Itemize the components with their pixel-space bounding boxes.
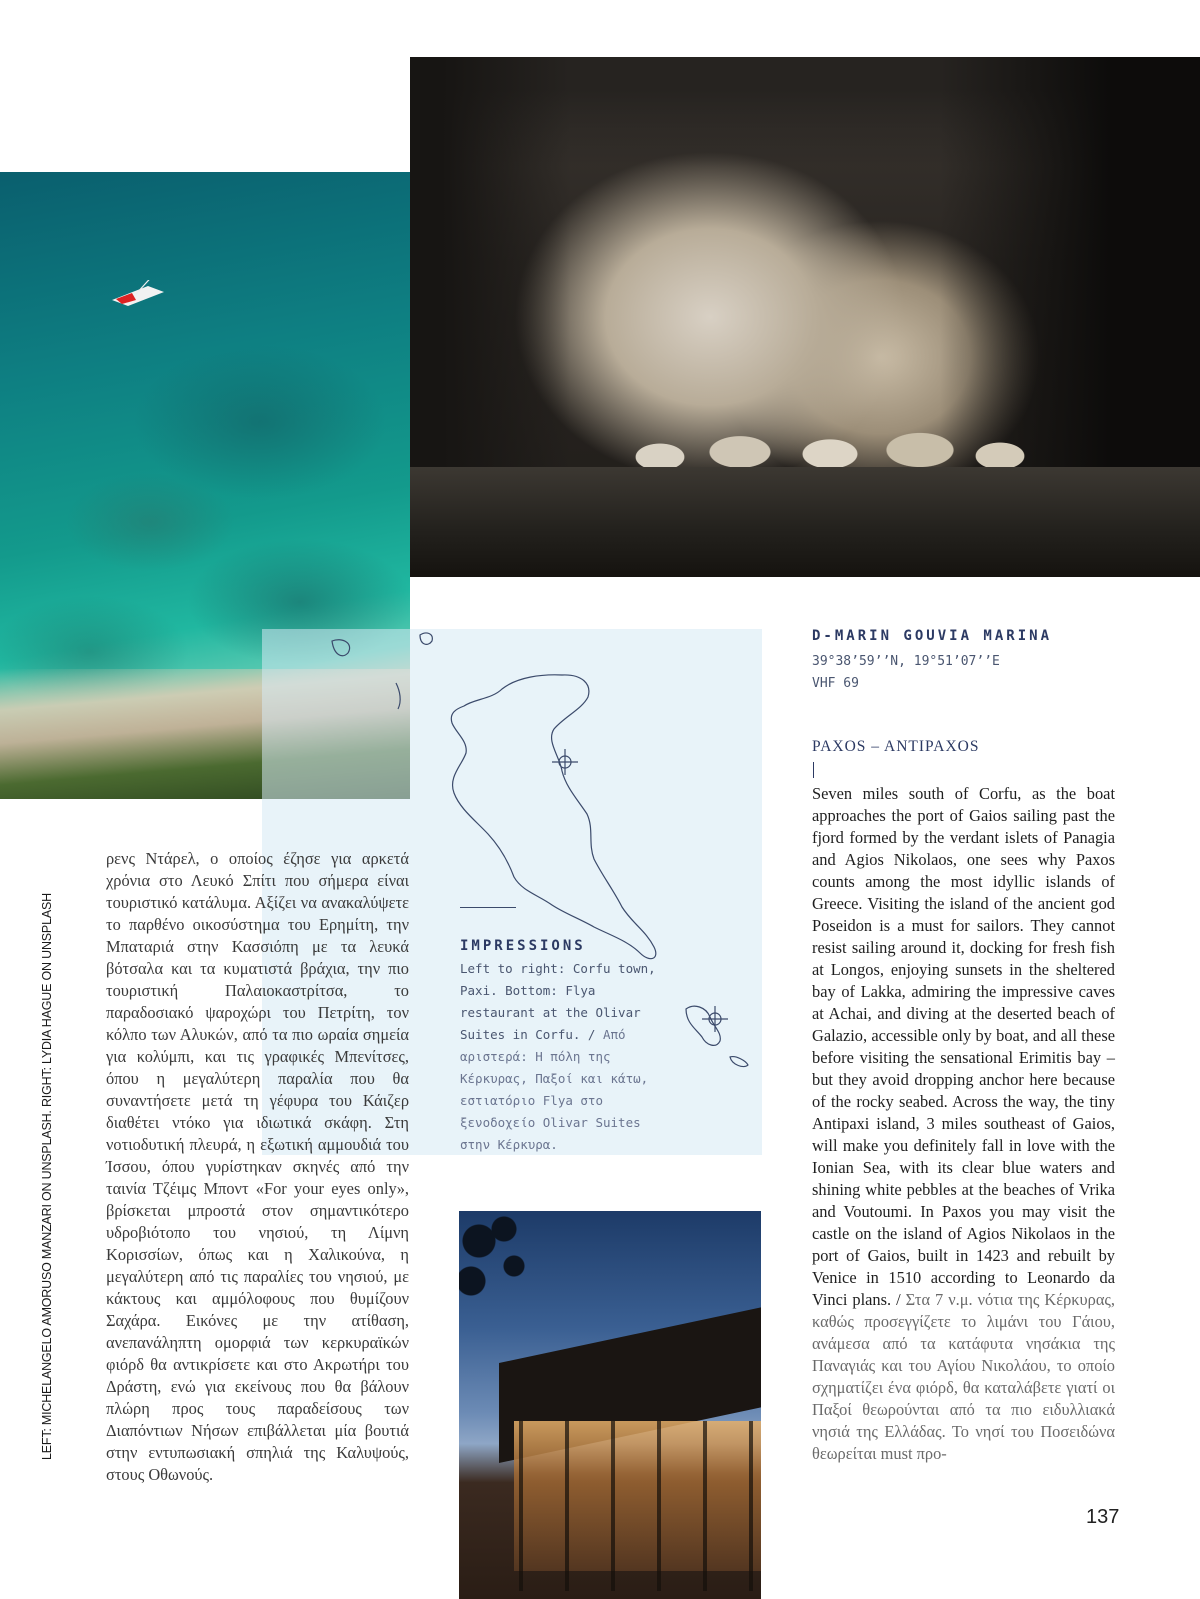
cave-water: [410, 467, 1200, 577]
impressions-caption: [460, 958, 660, 1156]
page-number: 137: [1086, 1506, 1120, 1528]
marina-name: D-MARIN GOUVIA MARINA: [812, 628, 1053, 644]
islet-north: [420, 633, 432, 644]
impressions-title: IMPRESSIONS: [460, 938, 586, 954]
paxos-body-en: Seven miles south of Corfu, as the boat approaches the port of Gaios sailing past the fjord formed by the verdant islets of Panagia and Agios Nikolaos, one sees why Paxos counts among the most idyllic islands of Greece. Visiting the island of the ancient god Poseidon is a must for sailors. They cannot resist sailing around it, docking for fresh fish at Longos, enjoying sunsets in the sheltered bay of Lakka, admiring the impressive caves at Achai, and diving at the deserted beach of Galazio, accessible only by boat, and all these before visiting the sensational Erimitis bay – but they avoid dropping anchor here because of the rocky seabed. Across the way, the tiny Antipaxi island, 3 miles southeast of Gaios, will make you definitely fall in love with the Ionian Sea, with its clear blue waters and shining white pebbles at the beaches of Vrika and Voutoumi. In Paxos you may visit the castle on the island of Agios Nikolaos in the port of Gaios, built in 1423 and rebuilt by Venice in 1510 according to Leonardo da Vinci plans. /: [812, 784, 1115, 1309]
restaurant-pillars: [519, 1421, 761, 1591]
impressions-caption-gr: Από αριστερά: Η πόλη της Κέρκυρας, Παξοί και κάτω, εστιατόριο Flya στο ξενοδοχείο Olivar Suites στην Κέρκυρα.: [460, 1027, 649, 1152]
sailboat-icon: [108, 280, 168, 308]
photo-flya-restaurant: [459, 1211, 761, 1599]
section-heading: PAXOS – ANTIPAXOS: [812, 738, 980, 755]
marina-vhf: VHF 69: [812, 676, 859, 691]
corfu-outline: [451, 675, 656, 959]
impressions-caption-en: Left to right: Corfu town, Paxi. Bottom: Flya restaurant at the Olivar Suites in Corfu. /: [460, 961, 656, 1042]
shore-fragment: [332, 640, 350, 656]
photo-sea-cave: [410, 57, 1200, 577]
marina-coordinates: 39°38’59’’N, 19°51’07’’E: [812, 654, 1000, 669]
crosshair-icon: [702, 1006, 728, 1032]
caption-divider: [460, 907, 516, 908]
greek-body-text: ρενς Ντάρελ, ο οποίος έζησε για αρκετά χρόνια στο Λευκό Σπίτι που σήμερα είναι τουριστικό κατάλυμα. Αξίζει να ανακαλύψετε το παρθένο οικοσύστημα του Ερημίτη, την Μπαταριά στην Κασσιόπη με τα λευκά βότσαλα και τα κυματιστά βράχια, την πιο τουριστική Παλαιοκαστρίτσα, το παραδοσιακό ψαροχώρι του Πετρίτη, τον κόλπο των Αλυκών, από τα πιο ωραία σημεία για κολύμπι, και τις γραφικές Μπενίτσες, όπου η μεγαλύτερη παραλία που θα συναντήσετε μετά τη γέφυρα του Κάιζερ διαθέτει ντόκο για ιδιωτικά σκάφη. Στη νοτιοδυτική πλευρά, η εξωτική αμμουδιά του Ίσσου, όπου γυρίστηκαν σκηνές από την ταινία Τζέιμς Μποντ «For your eyes only», βρίσκεται μπροστά στον σημαντικότερο υδροβιότοπο του νησιού, τη Λίμνη Κορισσίων, όπως και η Χαλικούνα, η μεγαλύτερη από τις παραλίες του νησιού, με κάκτους και αμμόλοφους που θυμίζουν Σαχάρα. Εικόνες με την ατίθαση, ανεπανάληπτη ομορφιά των κερκυραϊκών φιόρδ θα αντικρίσετε και στο Ακρωτήρι του Δράστη, ενώ για εκείνους που θα βάλουν πλώρη προς τους παραδείσους των Διαπόντιων Νήσων επιβάλλεται μία βουτιά στην εντυπωσιακή σπηλιά της Καλυψούς, στους Οθωνούς.: [106, 849, 409, 1484]
shore-fragment-2: [396, 683, 400, 709]
paxos-body-text: [812, 783, 1115, 1465]
tree-silhouette: [459, 1211, 549, 1331]
photo-credits: LEFT: MICHELANGELO AMORUSO MANZARI ON UNSPLASH. RIGHT: LYDIA HAGUE ON UNSPLASH: [40, 893, 54, 1460]
paxos-body-gr: Στα 7 ν.μ. νότια της Κέρκυρας, καθώς προσεγγίζετε το λιμάνι του Γάιου, ανάμεσα από τα κατάφυτα νησάκια της Παναγιάς και του Αγίου Νικολάου, το οποίο σχηματίζει ένα φιόρδ, θα καταλάβετε γιατί οι Παξοί θεωρούνται από τα πιο ειδυλλιακά νησιά της Ελλάδας. Το νησί του Ποσειδώνα θεωρείται must προ-: [812, 1290, 1115, 1463]
antipaxos-outline: [730, 1057, 748, 1067]
section-divider: [813, 762, 814, 778]
